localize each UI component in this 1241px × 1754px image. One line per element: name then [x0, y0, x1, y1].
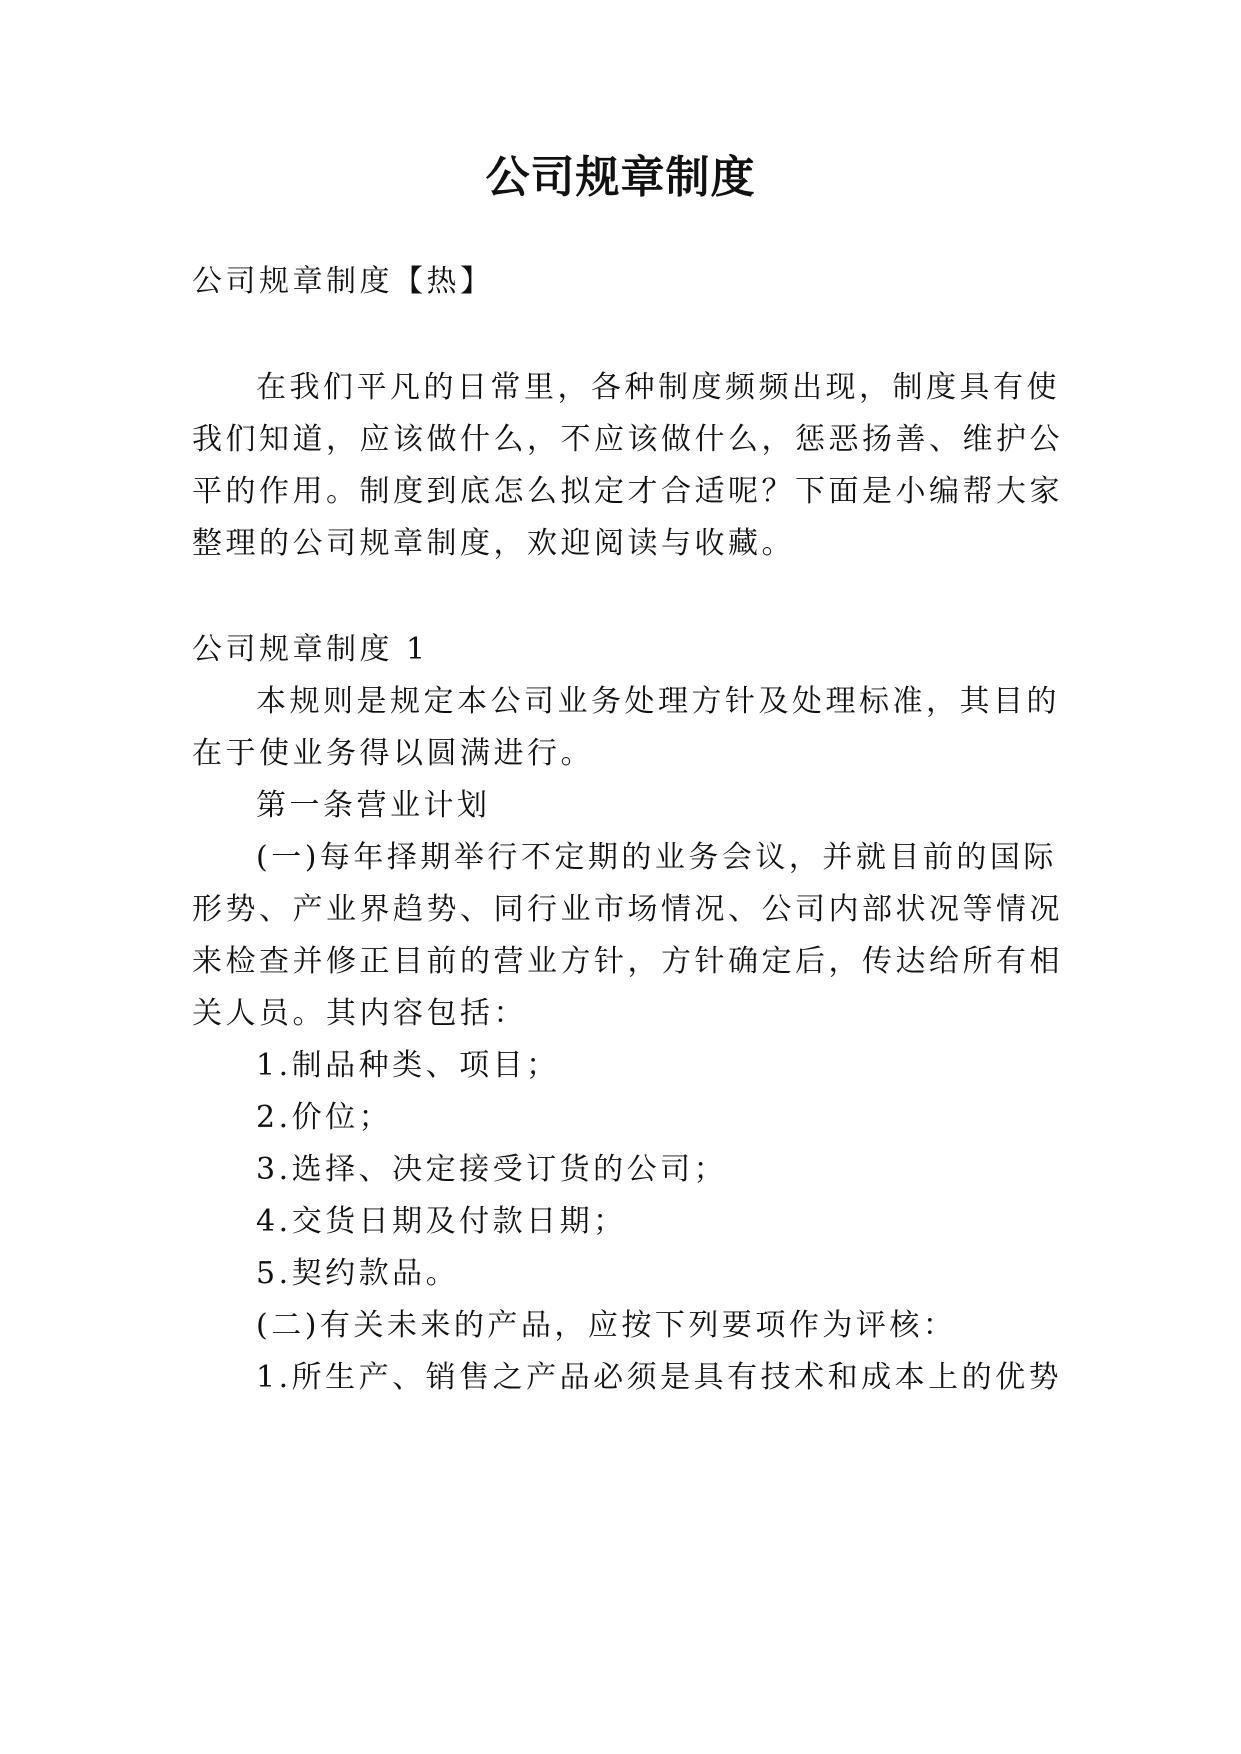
list-item: 4.交货日期及付款日期； [256, 1204, 627, 1239]
section-intro-line: 本规则是规定本公司业务处理方针及处理标准，其目的 [256, 684, 1060, 719]
list-item: 5.契约款品。 [256, 1256, 460, 1291]
section-intro-line: 在于使业务得以圆满进行。 [192, 736, 594, 771]
item-one-line: (一)每年择期举行不定期的业务会议，并就目前的国际 [256, 840, 1057, 875]
list-item: 1.制品种类、项目； [256, 1048, 560, 1083]
intro-line: 平的作用。制度到底怎么拟定才合适呢？下面是小编帮大家 [192, 474, 1063, 509]
list-item: 3.选择、决定接受订货的公司； [256, 1152, 728, 1187]
section-heading: 公司规章制度 1 [192, 632, 429, 667]
document-subtitle: 公司规章制度【热】 [192, 264, 494, 299]
intro-line: 在我们平凡的日常里，各种制度频频出现，制度具有使 [256, 370, 1060, 405]
item-one-line: 来检查并修正目前的营业方针，方针确定后，传达给所有相 [192, 944, 1063, 979]
item-two-line: (二)有关未来的产品，应按下列要项作为评核： [256, 1308, 957, 1343]
list-item: 2.价位； [256, 1100, 393, 1135]
intro-line: 整理的公司规章制度，欢迎阅读与收藏。 [192, 526, 795, 561]
item-one-line: 形势、产业界趋势、同行业市场情况、公司内部状况等情况 [192, 892, 1063, 927]
article-heading: 第一条营业计划 [256, 788, 491, 823]
document-title: 公司规章制度 [485, 152, 756, 203]
intro-line: 我们知道，应该做什么，不应该做什么，惩恶扬善、维护公 [192, 422, 1063, 457]
item-one-line: 关人员。其内容包括： [192, 996, 527, 1031]
list-item: 1.所生产、销售之产品必须是具有技术和成本上的优势 [256, 1360, 1063, 1395]
